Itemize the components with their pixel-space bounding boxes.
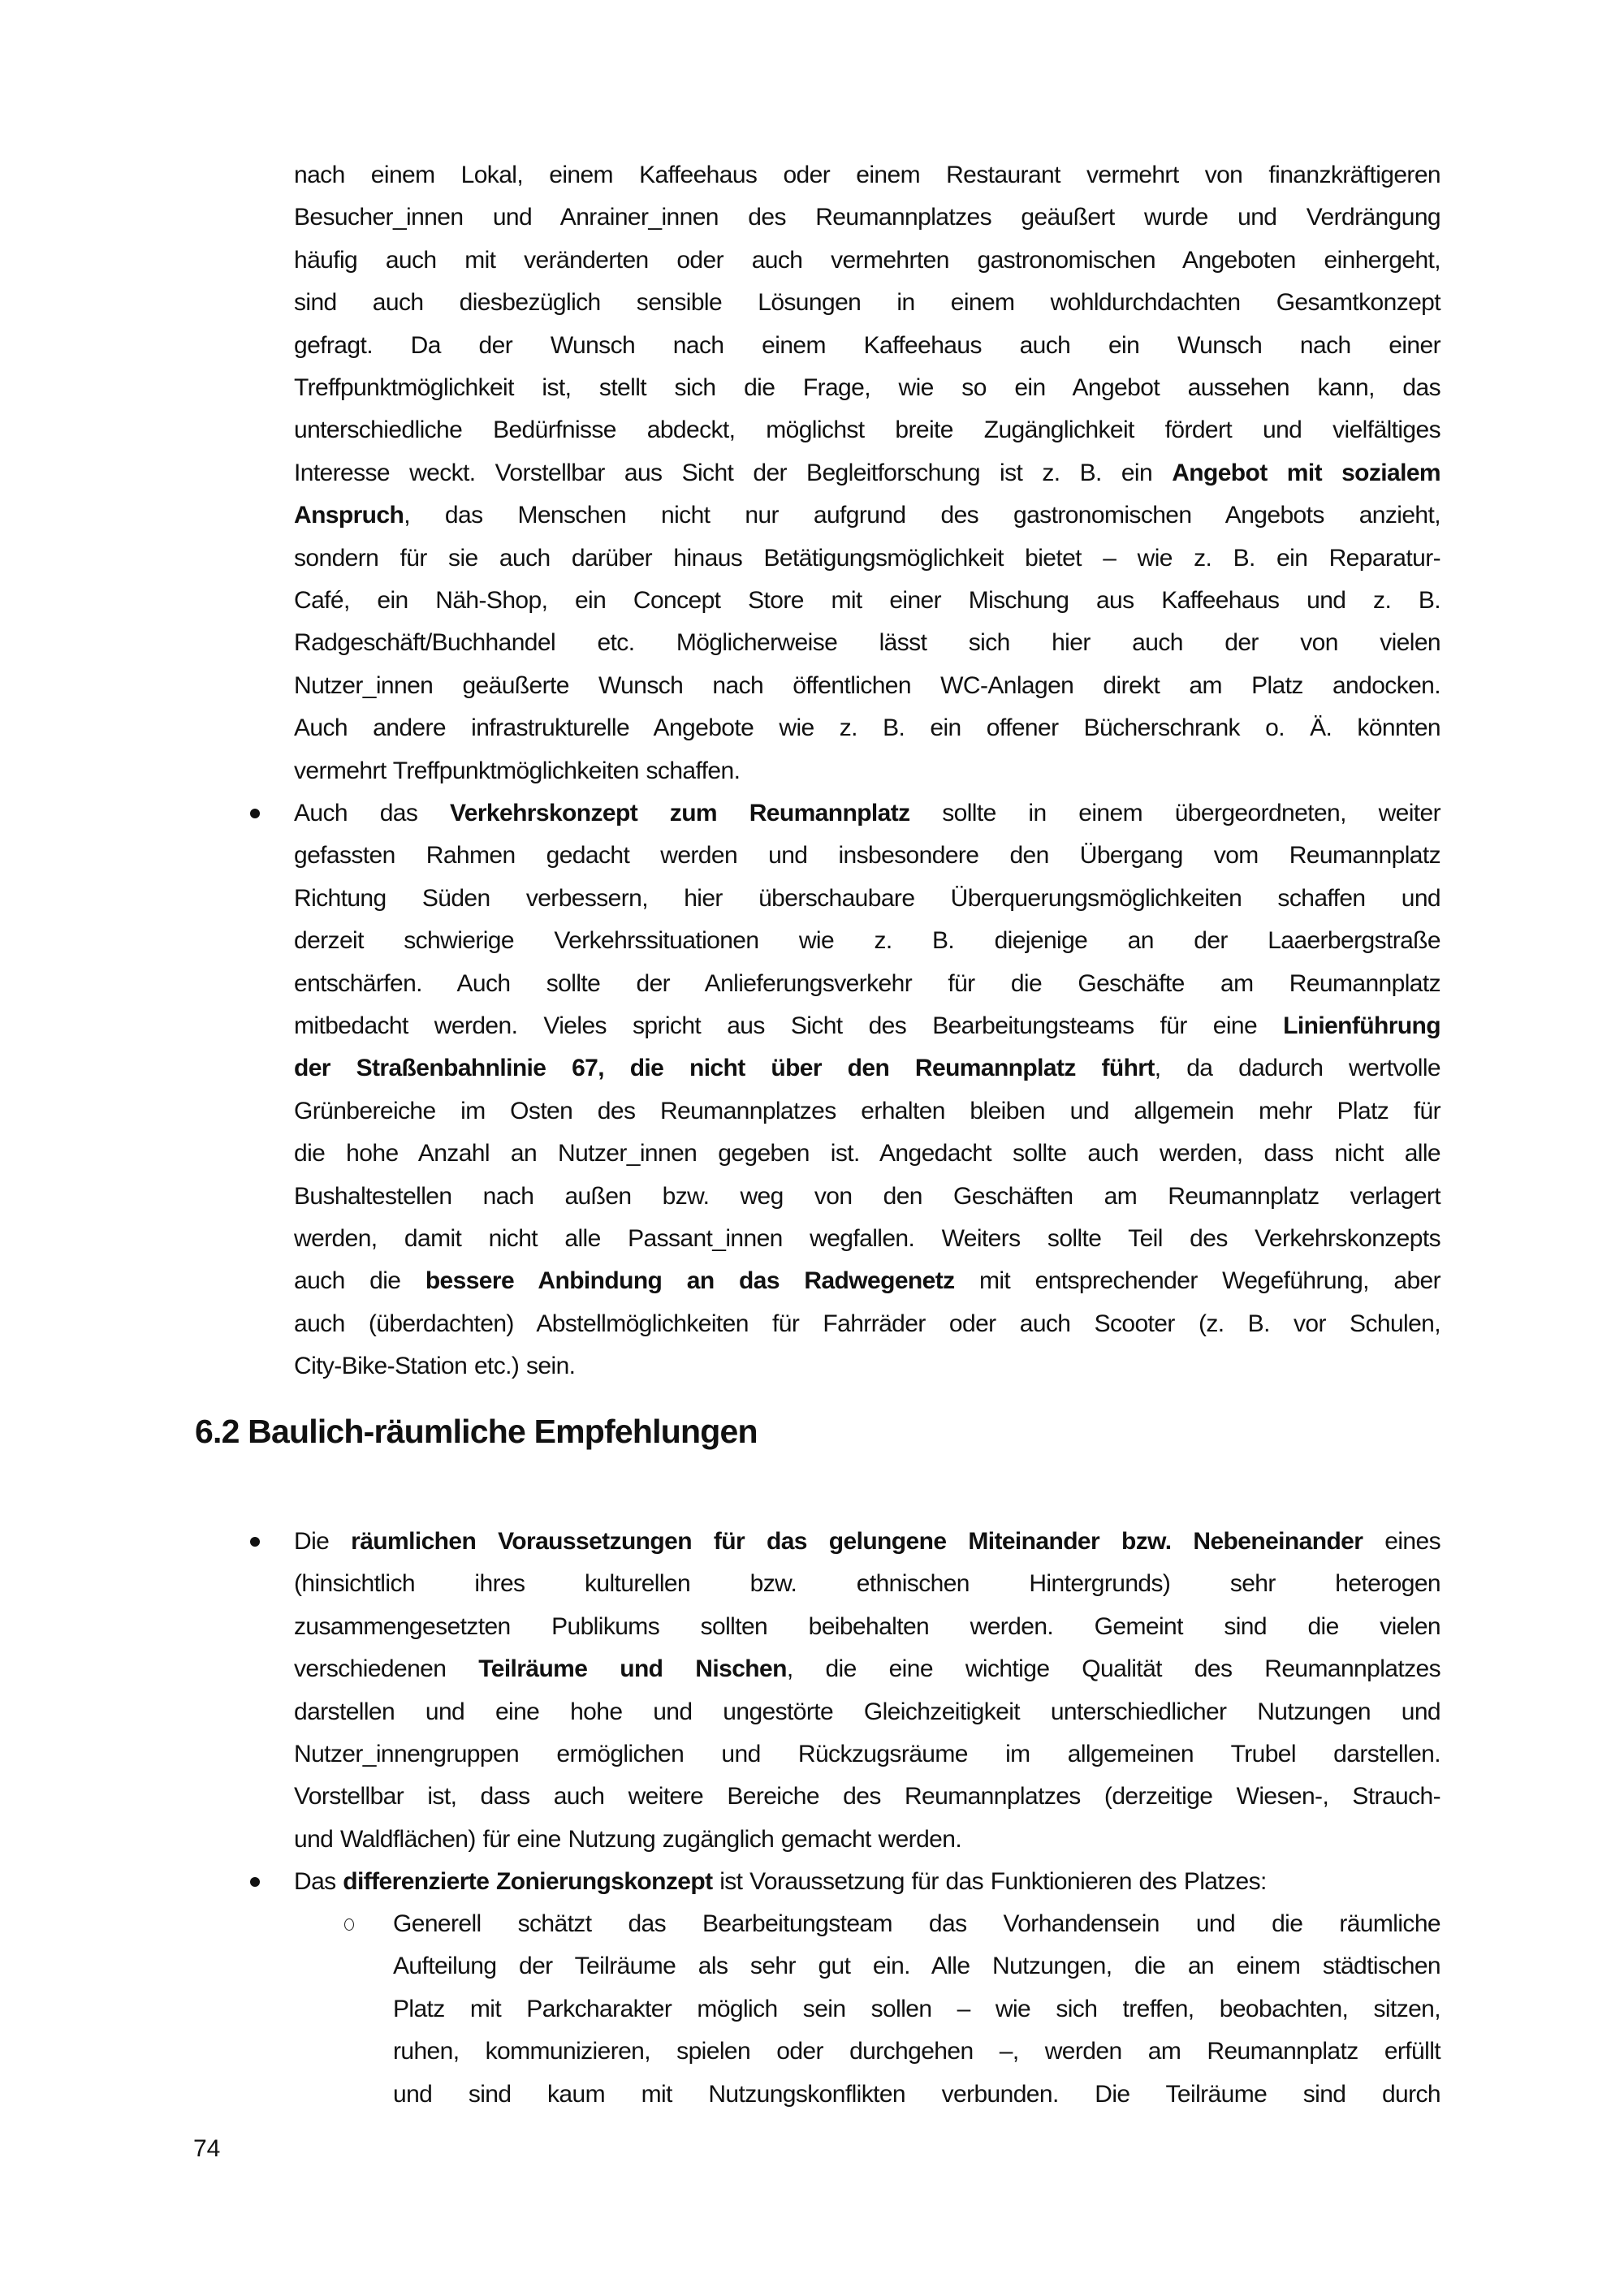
text-line: Besucher_innen und Anrainer_innen des Reumannplatzes geäußert wurde und Verdrängung [294,204,1440,231]
text-line: Vorstellbar ist, dass auch weitere Bereiche des Reumannplatzes (derzeitige Wiesen-, Strauch- [294,1783,1440,1810]
section-heading: 6.2 Baulich-räumliche Empfehlungen [195,1413,758,1450]
hollow-bullet-icon [343,1903,356,1945]
bullet-text [294,1861,1440,1903]
bullet-icon [249,792,261,835]
text-line: Interesse weckt. Vorstellbar aus Sicht der Begleitforschung ist z. B. ein Angebot mit sozialem [294,459,1440,486]
text-line: sind auch diesbezüglich sensible Lösungen in einem wohldurchdachten Gesamtkonzept [294,289,1440,317]
text-line: auch (überdachten) Abstellmöglichkeiten für Fahrräder oder auch Scooter (z. B. vor Schulen, [294,1310,1440,1337]
bullet-item-verkehrskonzept [294,792,1440,1388]
text-line: Treffpunktmöglichkeit ist, stellt sich die Frage, wie so ein Angebot aussehen kann, das [294,374,1440,402]
continuation-paragraph [294,154,1440,792]
text-line: werden, damit nicht alle Passant_innen wegfallen. Weiters sollte Teil des Verkehrskonzepts [294,1225,1440,1253]
text-line: Radgeschäft/Buchhandel etc. Möglicherweise lässt sich hier auch der von vielen [294,629,1440,657]
text-line: auch die bessere Anbindung an das Radwegenetz mit entsprechender Wegeführung, aber [294,1267,1440,1295]
text-line: unterschiedliche Bedürfnisse abdeckt, möglichst breite Zugänglichkeit fördert und vielfältiges [294,416,1440,444]
text-line: entschärfen. Auch sollte der Anlieferungsverkehr für die Geschäfte am Reumannplatz [294,969,1440,997]
text-line: Anspruch, das Menschen nicht nur aufgrund des gastronomischen Angebots anzieht, [294,502,1440,529]
text-line: Grünbereiche im Osten des Reumannplatzes erhalten bleiben und allgemein mehr Platz für [294,1097,1440,1124]
bullet-item-zonierungskonzept [294,1861,1440,1903]
subbullet-item-generell [393,1903,1440,2116]
text-line: Auch das Verkehrskonzept zum Reumannplatz sollte in einem übergeordneten, weiter [294,800,1441,826]
text-line: Café, ein Näh-Shop, ein Concept Store mit einer Mischung aus Kaffeehaus und z. B. [294,587,1440,615]
text-line: die hohe Anzahl an Nutzer_innen gegeben ist. Angedacht sollte auch werden, dass nicht alle [294,1140,1440,1167]
text-line: Nutzer_innen geäußerte Wunsch nach öffentlichen WC-Anlagen direkt am Platz andocken. [294,671,1440,699]
text-line: Nutzer_innengruppen ermöglichen und Rückzugsräume im allgemeinen Trubel darstellen. [294,1741,1440,1768]
text-line: darstellen und eine hohe und ungestörte Gleichzeitigkeit unterschiedlicher Nutzungen und [294,1698,1440,1725]
text-line: gefragt. Da der Wunsch nach einem Kaffeehaus auch ein Wunsch nach einer [294,331,1440,359]
text-line: mitbedacht werden. Vieles spricht aus Sicht des Bearbeitungsteams für eine Linienführung [294,1012,1440,1040]
text-line: häufig auch mit veränderten oder auch vermehrten gastronomischen Angeboten einhergeht, [294,246,1440,274]
text-line: der Straßenbahnlinie 67, die nicht über den Reumannplatz führt, da dadurch wertvolle [294,1055,1441,1082]
text-line: und Waldflächen) für eine Nutzung zugänglich gemacht werden. [294,1825,962,1853]
bullet-item-raeumliche-voraussetzungen [294,1521,1440,1861]
text-line: City-Bike-Station etc.) sein. [294,1353,576,1380]
text-line: (hinsichtlich ihres kulturellen bzw. ethnischen Hintergrunds) sehr heterogen [294,1570,1440,1598]
text-line: Richtung Süden verbessern, hier überschaubare Überquerungsmöglichkeiten schaffen und [294,884,1440,912]
text-line: Aufteilung der Teilräume als sehr gut ein. Alle Nutzungen, die an einem städtischen [393,1953,1440,1980]
text-line: Generell schätzt das Bearbeitungsteam das Vorhandensein und die räumliche [393,1910,1440,1937]
text-line: gefassten Rahmen gedacht werden und insbesondere den Übergang vom Reumannplatz [294,842,1440,870]
text-line: sondern für sie auch darüber hinaus Betätigungsmöglichkeit bietet – wie z. B. ein Reparatur- [294,544,1440,572]
text-line: Auch andere infrastrukturelle Angebote wie z. B. ein offener Bücherschrank o. Ä. könnten [294,714,1440,742]
text-line: Bushaltestellen nach außen bzw. weg von den Geschäften am Reumannplatz verlagert [294,1182,1440,1210]
bullet-icon [249,1861,261,1903]
text-line: vermehrt Treffpunktmöglichkeiten schaffen. [294,757,741,784]
text-line: derzeit schwierige Verkehrssituationen wie z. B. diejenige an der Laaerbergstraße [294,927,1440,955]
text-line: zusammengesetzten Publikums sollten beibehalten werden. Gemeint sind die vielen [294,1612,1440,1640]
bullet-icon [249,1521,261,1563]
text-line: und sind kaum mit Nutzungskonflikten verbunden. Die Teilräume sind durch [393,2080,1440,2108]
text-line: Das differenzierte Zonierungskonzept ist Voraussetzung für das Funktionieren des Platzes: [294,1868,1267,1895]
text-line: nach einem Lokal, einem Kaffeehaus oder einem Restaurant vermehrt von finanzkräftigeren [294,162,1440,188]
text-line: ruhen, kommunizieren, spielen oder durchgehen –, werden am Reumannplatz erfüllt [393,2038,1440,2065]
text-line: Die räumlichen Voraussetzungen für das gelungene Miteinander bzw. Nebeneinander eines [294,1528,1440,1555]
bullet-text [294,1521,1440,1861]
text-line: Platz mit Parkcharakter möglich sein sollen – wie sich treffen, beobachten, sitzen, [393,1995,1440,2022]
bullet-text [294,792,1440,1388]
page-number: 74 [193,2135,221,2162]
text-line: verschiedenen Teilräume und Nischen, die eine wichtige Qualität des Reumannplatzes [294,1655,1440,1683]
subbullet-text [393,1903,1440,2116]
